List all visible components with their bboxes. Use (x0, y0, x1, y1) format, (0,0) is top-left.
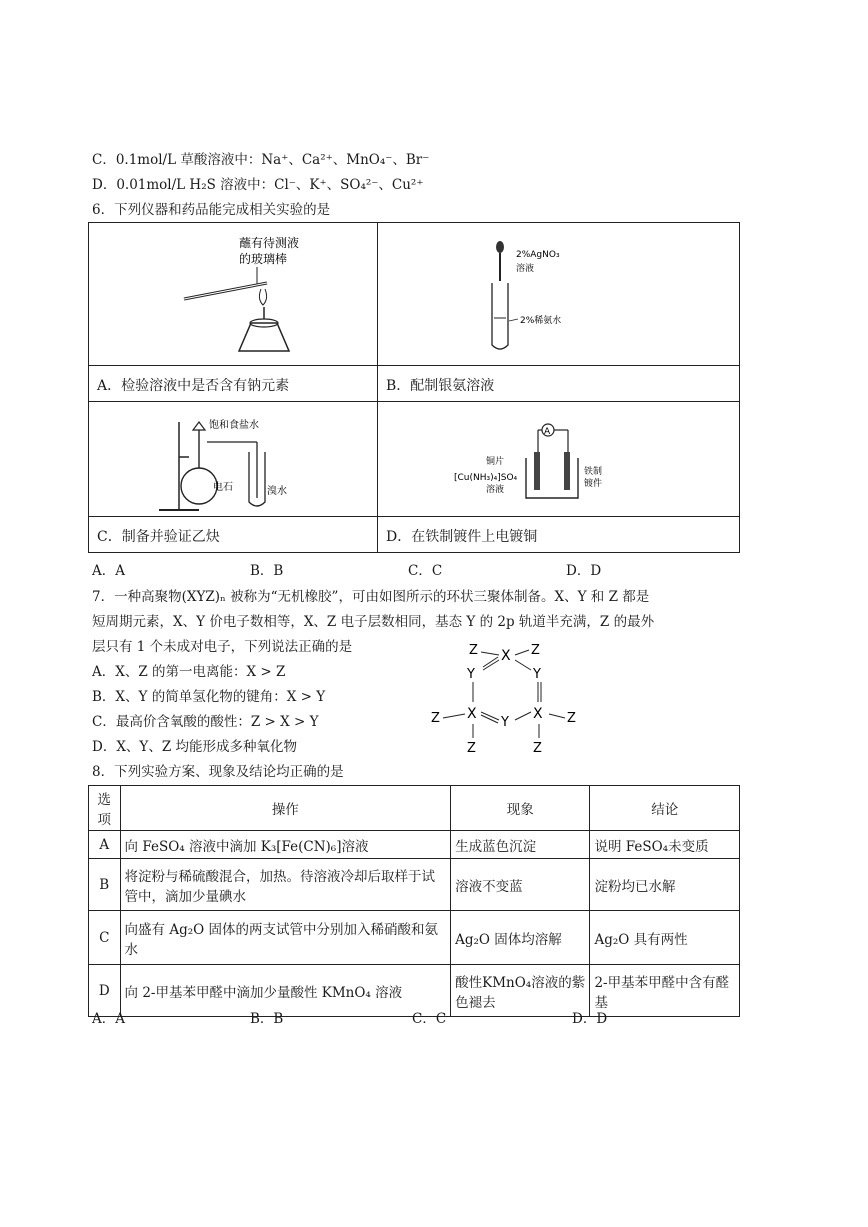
atom-z-2: Z (531, 643, 540, 658)
q6-choice-a: A．A (92, 563, 125, 579)
q6-cell-a (88, 222, 378, 402)
row-option: A (89, 831, 121, 859)
label-carbide: 电石 (213, 482, 233, 493)
table-row (89, 859, 740, 911)
row-conclusion: 2-甲基苯甲醛中含有醛基 (590, 965, 740, 1017)
q7-stem-3: 层只有 1 个未成对电子，下列说法正确的是 (92, 639, 353, 655)
q7-stem-1: 7．一种高聚物(XYZ)ₙ 被称为“无机橡胶”，可由如图所示的环状三聚体制备。X、Y 和 Z 都是 (92, 589, 650, 605)
q6-choice-d: D．D (566, 563, 602, 579)
q5-option-d: D．0.01mol/L H₂S 溶液中：Cl⁻、K⁺、SO₄²⁻、Cu²⁺ (92, 177, 424, 193)
label-workpiece: 镀件 (584, 479, 603, 489)
q8-choice-d: D．D (572, 1011, 608, 1027)
q7-option-d: D．X、Y、Z 均能形成多种氧化物 (92, 739, 298, 755)
label-rod-2: 的玻璃棒 (239, 252, 288, 266)
q7-stem-2: 短周期元素，X、Y 价电子数相等，X、Z 电子层数相同，基态 Y 的 2p 轨道半充满，Z 的最外 (92, 614, 655, 630)
q8-stem: 8．下列实验方案、现象及结论均正确的是 (92, 764, 344, 780)
row-conclusion: Ag₂O 具有两性 (590, 911, 740, 965)
acetylene-diagram (89, 402, 377, 514)
q6-caption-a: A．检验溶液中是否含有钠元素 (97, 378, 290, 394)
q6-caption-d: D．在铁制镀件上电镀铜 (386, 529, 538, 545)
q6-caption-b: B．配制银氨溶液 (386, 378, 495, 394)
row-option: D (89, 965, 121, 1017)
header-operation: 操作 (120, 786, 451, 831)
atom-x-top: X (501, 648, 511, 664)
label-copper: 铜片 (486, 457, 505, 467)
label-agno3: 2%AgNO₃ (516, 250, 560, 260)
row-operation: 向盛有 Ag₂O 固体的两支试管中分别加入稀硝酸和氨水 (120, 911, 451, 965)
label-ammonia: 2%稀氨水 (520, 316, 562, 326)
q6-choice-c: C．C (408, 563, 443, 579)
table-row (89, 831, 740, 859)
q8-choice-c: C．C (412, 1011, 447, 1027)
silver-ammonia-diagram (378, 223, 738, 363)
atom-y-left: Y (467, 667, 475, 682)
q6-cell-b (377, 222, 740, 402)
q8-choice-b: B．B (250, 1011, 284, 1027)
atom-z-6: Z (533, 741, 542, 756)
q8-table (88, 785, 740, 1017)
label-iron: 铁制 (584, 467, 603, 477)
electroplating-diagram (378, 402, 738, 514)
label-rod: 蘸有待测液 (239, 236, 300, 250)
atom-x-right: X (533, 706, 543, 722)
row-phenomenon: 溶液不变蓝 (451, 859, 590, 911)
flame-test-diagram (89, 223, 377, 363)
row-operation: 向 2-甲基苯甲醛中滴加少量酸性 KMnO₄ 溶液 (120, 965, 451, 1017)
row-option: C (89, 911, 121, 965)
table-row (89, 965, 740, 1017)
q6-cell-d (377, 401, 740, 553)
row-conclusion: 淀粉均已水解 (590, 859, 740, 911)
q8-choice-a: A．A (92, 1011, 125, 1027)
q6-choice-b: B．B (250, 563, 284, 579)
row-operation: 将淀粉与稀硫酸混合，加热。待溶液冷却后取样于试管中，滴加少量碘水 (120, 859, 451, 911)
row-conclusion: 说明 FeSO₄未变质 (590, 831, 740, 859)
q6-caption-c: C．制备并验证乙炔 (97, 529, 220, 545)
label-bromine-water: 溴水 (267, 486, 287, 497)
ammeter-label: A (544, 427, 551, 437)
q6-cell-c (88, 401, 378, 553)
atom-z-1: Z (469, 643, 478, 658)
atom-z-3: Z (431, 711, 440, 726)
q7-option-c: C．最高价含氧酸的酸性：Z > X > Y (92, 714, 319, 730)
label-agno3-2: 溶液 (516, 264, 535, 274)
header-phenomenon: 现象 (451, 786, 590, 831)
atom-y-right: Y (533, 667, 541, 682)
row-phenomenon: Ag₂O 固体均溶解 (451, 911, 590, 965)
q7-option-b: B．X、Y 的简单氢化物的键角：X > Y (92, 689, 326, 705)
row-operation: 向 FeSO₄ 溶液中滴加 K₃[Fe(CN)₆]溶液 (120, 831, 451, 859)
header-conclusion: 结论 (590, 786, 740, 831)
q7-option-a: A．X、Z 的第一电离能：X > Z (92, 664, 286, 680)
label-solution: 溶液 (486, 485, 505, 495)
label-brine: 饱和食盐水 (209, 420, 259, 431)
atom-z-5: Z (467, 741, 476, 756)
trimer-structure (425, 640, 595, 760)
atom-z-4: Z (567, 711, 576, 726)
label-electrolyte: [Cu(NH₃)₄]SO₄ (454, 473, 518, 483)
row-phenomenon: 酸性KMnO₄溶液的紫色褪去 (451, 965, 590, 1017)
table-header-row (89, 786, 740, 831)
atom-x-left: X (467, 706, 477, 722)
atom-y-bottom: Y (501, 715, 509, 730)
row-option: B (89, 859, 121, 911)
row-phenomenon: 生成蓝色沉淀 (451, 831, 590, 859)
table-row (89, 911, 740, 965)
q5-option-c: C．0.1mol/L 草酸溶液中：Na⁺、Ca²⁺、MnO₄⁻、Br⁻ (92, 152, 430, 168)
header-option: 选项 (89, 786, 121, 831)
q6-stem: 6．下列仪器和药品能完成相关实验的是 (92, 202, 331, 218)
